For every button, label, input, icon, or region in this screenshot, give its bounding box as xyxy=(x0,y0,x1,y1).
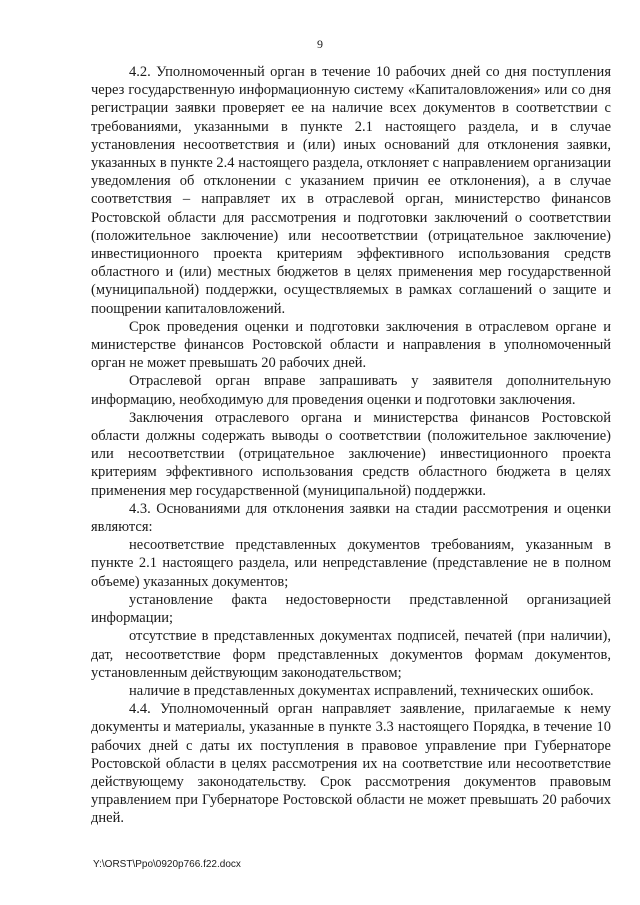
list-item-false-information: установление факта недостоверности представленной организацией информации; xyxy=(91,591,611,627)
list-item-nonconformity: несоответствие представленных документов требованиям, указанным в пункте 2.1 настоящего раздела, или непредставление (представление не в полном объеме) указанных документов; xyxy=(91,537,611,590)
paragraph-conclusions-content: Заключения отраслевого органа и министерства финансов Ростовской области должны содержать выводы о соответствии (положительное заключение) или несоответствии (отрицательное заключение) инвестиционного проекта критериям эффективного использования средств областного бюджета в целях применения мер государственной (муниципальной) поддержки. xyxy=(91,409,611,499)
page-number: 9 xyxy=(317,37,323,51)
list-item-missing-signatures: отсутствие в представленных документах подписей, печатей (при наличии), дат, несоответствие форм представленных документов формам документов, установленным действующим законодательством; xyxy=(91,628,611,681)
document-body xyxy=(91,63,611,828)
paragraph-request-info: Отраслевой орган вправе запрашивать у заявителя дополнительную информацию, необходимую для проведения оценки и подготовки заключения. xyxy=(91,373,611,408)
file-path-footer: Y:\ORST\Ppo\0920p766.f22.docx xyxy=(93,859,241,870)
paragraph-4-2: 4.2. Уполномоченный орган в течение 10 рабочих дней со дня поступления через государственную информационную систему «Капиталовложения» или со дня регистрации заявки проверяет ее на наличие всех документов в соответствии с требованиями, указанными в пункте 2.1 настоящего раздела, и в случае установления несоответствия и (или) иных оснований для отклонения заявки, указанных в пункте 2.4 настоящего раздела, отклоняет с направлением организации уведомления об отклонении с указанием причин ее отклонения), а в случае соответствия – направляет их в отраслевой орган, министерство финансов Ростовской области для рассмотрения и подготовки заключений о соответствии (положительное заключение) или несоответствии (отрицательное заключение) инвестиционного проекта критериям эффективного использования средств областного и (или) местных бюджетов в целях применения мер государственной (муниципальной) поддержки, осуществляемых в рамках соглашений о защите и поощрении капиталовложений. xyxy=(91,64,611,317)
paragraph-4-4: 4.4. Уполномоченный орган направляет заявление, прилагаемые к нему документы и материалы, указанные в пункте 3.3 настоящего Порядка, в течение 10 рабочих дней с даты их поступления в правовое управление при Губернаторе Ростовской области в целях рассмотрения их на соответствие или несоответствие действующему законодательству. Срок рассмотрения документов правовым управлением при Губернаторе Ростовской области не может превышать 20 рабочих дней. xyxy=(91,701,611,827)
paragraph-4-3: 4.3. Основаниями для отклонения заявки на стадии рассмотрения и оценки являются: xyxy=(91,500,611,536)
paragraph-assessment-deadline: Срок проведения оценки и подготовки заключения в отраслевом органе и министерстве финансов Ростовской области и направления в уполномоченный орган не может превышать 20 рабочих дней. xyxy=(91,318,611,372)
list-item-corrections: наличие в представленных документах исправлений, технических ошибок. xyxy=(129,682,594,699)
